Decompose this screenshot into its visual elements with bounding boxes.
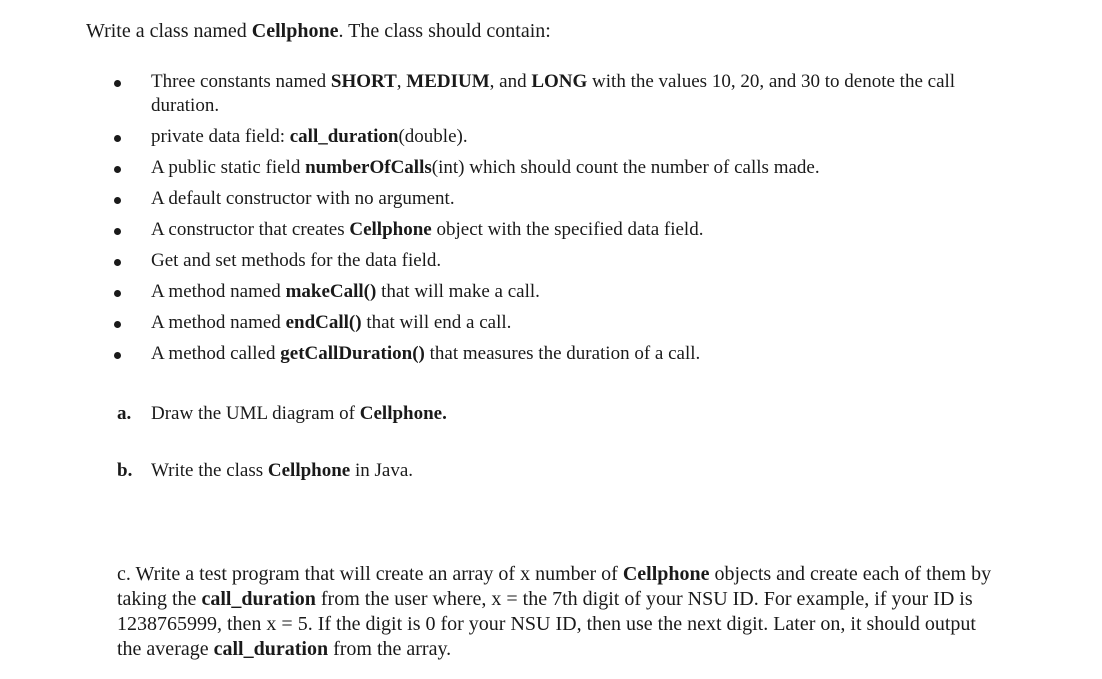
requirement-text: A method called xyxy=(151,343,281,364)
requirement-bold-term: numberOfCalls xyxy=(305,157,432,178)
intro-prefix: Write a class named xyxy=(86,20,252,42)
intro-class-name: Cellphone xyxy=(251,20,339,42)
requirement-item xyxy=(112,187,1012,211)
requirement-bold-term: MEDIUM xyxy=(406,71,490,92)
requirement-item xyxy=(112,125,1012,149)
requirement-text: that will make a call. xyxy=(376,281,540,302)
task-b xyxy=(117,459,413,483)
requirement-bold-term: call_duration xyxy=(289,126,399,147)
requirement-bold-term: Cellphone xyxy=(349,219,432,240)
requirement-text: (int) which should count the number of calls made. xyxy=(431,157,820,178)
task-a-bold: Cellphone. xyxy=(359,403,447,424)
task-b-suffix: in Java. xyxy=(350,460,414,481)
task-c-bold-term: call_duration xyxy=(213,638,329,660)
task-b-text: Write the class xyxy=(151,460,268,481)
requirement-text: A method named xyxy=(151,281,286,302)
requirement-text: with the values 10, 20, and 30 to denote the call duration. xyxy=(151,71,956,116)
requirement-bold-term: endCall() xyxy=(285,312,362,333)
task-a-text: Draw the UML diagram of xyxy=(151,403,360,424)
task-b-letter: b. xyxy=(117,460,133,481)
requirement-text: Three constants named xyxy=(151,71,331,92)
requirement-item xyxy=(112,70,1012,118)
intro-sentence xyxy=(86,18,551,44)
requirement-text: , and xyxy=(489,71,532,92)
requirement-text: that will end a call. xyxy=(361,312,512,333)
task-c-text: objects and create each of them by taking the xyxy=(117,563,992,610)
requirement-text: , xyxy=(396,71,407,92)
task-c-bold-term: call_duration xyxy=(201,588,316,610)
intro-suffix: . The class should contain: xyxy=(338,20,551,42)
requirement-bold-term: LONG xyxy=(531,71,588,92)
requirement-text: A public static field xyxy=(151,157,306,178)
requirement-item xyxy=(112,311,1012,335)
requirement-text: Get and set methods for the data field. xyxy=(151,250,442,271)
requirement-bold-term: SHORT xyxy=(330,71,397,92)
task-a xyxy=(117,402,447,426)
task-c-paragraph xyxy=(117,562,997,662)
requirement-item xyxy=(112,218,1012,242)
requirement-text: A constructor that creates xyxy=(151,219,350,240)
requirement-text: (double). xyxy=(398,126,468,147)
task-c-text: c. Write a test program that will create an array of x number of xyxy=(117,563,623,585)
requirement-text: that measures the duration of a call. xyxy=(424,343,701,364)
requirement-text: A default constructor with no argument. xyxy=(151,188,455,209)
requirements-list xyxy=(112,70,1012,366)
task-c-text: from the user where, x = the 7th digit of your NSU ID. For example, if your ID is 1238765999, then x = 5. If the digit is 0 for your NSU ID, then use the next digit. Later on, it should output the average xyxy=(117,588,976,660)
requirement-bold-term: getCallDuration() xyxy=(280,343,425,364)
requirement-bold-term: makeCall() xyxy=(285,281,377,302)
task-b-bold: Cellphone xyxy=(267,460,351,481)
requirement-text: private data field: xyxy=(151,126,290,147)
requirement-item xyxy=(112,342,1012,366)
task-c-text: from the array. xyxy=(328,638,452,660)
requirement-text: A method named xyxy=(151,312,286,333)
requirement-text: object with the specified data field. xyxy=(431,219,704,240)
task-a-letter: a. xyxy=(117,403,132,424)
requirement-item xyxy=(112,280,1012,304)
task-c-bold-term: Cellphone xyxy=(622,563,710,585)
requirement-item xyxy=(112,249,1012,273)
requirement-item xyxy=(112,156,1012,180)
